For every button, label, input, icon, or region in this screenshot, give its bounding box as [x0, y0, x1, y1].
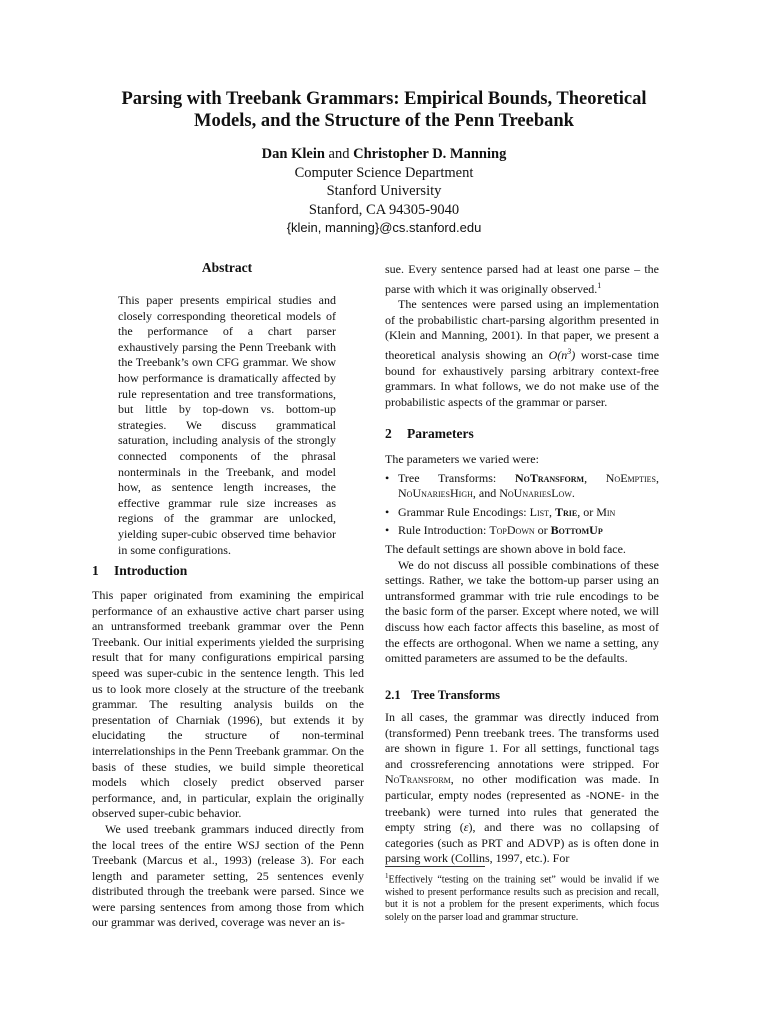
- author-dept: Computer Science Department: [294, 164, 474, 181]
- parser-text-b: worst-case time bound for exhaustively parsing arbitrary context-free grammars. In what follows, we do not make use of the probabilistic aspects of the grammar or parser.: [385, 347, 660, 409]
- right-top-body: [385, 262, 659, 410]
- section-2-number: 2: [385, 426, 392, 441]
- intro-body: [92, 588, 364, 931]
- abstract-text: This paper presents empirical studies and closely corresponding theoretical models of the performance of a chart parser exhaustively parsing the Penn Treebank with the Treebank’s own CFG grammar. We show how performance is dramatically affected by rule representation and tree transformations, but little by top-down vs. bottom-up strategies. We discuss grammatical saturation, including analysis of the strongly connected components of the phrasal nonterminals in the Treebank, and model how, as sentence length increases, the effective grammar rule size increases as regions of the grammar are unlocked, yielding super-cubic observed time behavior in some configurations.: [118, 293, 336, 557]
- author-address: Stanford, CA 94305-9040: [308, 201, 460, 218]
- params-paragraph: We do not discuss all possible combinations of these settings. Rather, we take the bottom-up parser using an untransformed grammar with trie rule encodings to be the basic form of the parser. Except where noted, we will discuss how each factor affects this baseline, as most of the effects are orthogonal. When we name a setting, any omitted parameters are assumed to be the defaults.: [385, 557, 659, 666]
- footnote-marker: 1: [597, 280, 602, 290]
- section-1-heading: [92, 563, 187, 579]
- params-body: [385, 452, 659, 667]
- footnote-1-text: Effectively “testing on the training set” would be invalid if we wished to present performance results such as precision and recall, but it is not a problem for the present experiments, which focus solely on the parser load and grammar structure.: [385, 874, 659, 923]
- title-line-2: Models, and the Structure of the Penn Treebank: [194, 111, 574, 131]
- big-o: $O(n^3)$: [548, 346, 576, 362]
- author-names: [100, 145, 668, 164]
- param-rule-encodings: • Grammar Rule Encodings: List, Trie, or Min: [385, 504, 616, 519]
- paper-title: [100, 88, 668, 132]
- param-tree-transforms: • Tree Transforms: NoTransform, NoEmpties, NoUnariesHigh, and NoUnariesLow.: [385, 470, 659, 501]
- parser-text-a: The sentences were parsed using an implementation of the probabilistic chart-parsing algorithm presented in (Klein and Manning, 2001). In that paper, we present a theoretical analysis showing an: [385, 297, 659, 362]
- author-univ: Stanford University: [326, 183, 442, 199]
- footnote-1: [385, 870, 659, 924]
- footnote-1-mark: 1: [385, 872, 389, 880]
- params-list: [385, 471, 659, 539]
- continued-text: sue. Every sentence parsed had at least one parse – the parse with which it was originally observed.: [385, 262, 659, 296]
- tree-transforms-body: [385, 710, 659, 867]
- subsection-2-1-title: Tree Transforms: [411, 688, 500, 702]
- author-and: and: [328, 146, 350, 162]
- section-1-number: 1: [92, 563, 99, 578]
- author-block: [100, 145, 668, 238]
- author-2: Christopher D. Manning: [353, 146, 507, 162]
- author-1: Dan Klein: [261, 146, 325, 162]
- section-2-heading: [385, 426, 474, 442]
- section-1-title: Introduction: [114, 563, 188, 578]
- footnote-rule: [385, 866, 485, 867]
- abstract-heading: Abstract: [201, 260, 253, 275]
- tree-transforms-paragraph: In all cases, the grammar was directly induced from (transformed) Penn treebank trees. The transforms used are shown in figure 1. For all settings, functional tags and crossreferencing annotations were stripped. For NoTransform, no other modification was made. In particular, empty nodes (represented as -NONE- in the treebank) were turned into rules that generated the empty string (ε), and there was no collapsing of categories (such as PRT and ADVP) as is often done in parsing work (Collins, 1997, etc.). For: [385, 710, 660, 866]
- title-line-1: Parsing with Treebank Grammars: Empirical Bounds, Theoretical: [121, 89, 647, 109]
- author-email: {klein, manning}@cs.stanford.edu: [286, 220, 482, 235]
- parser-paragraph: [385, 297, 659, 410]
- params-default-note: The default settings are shown above in bold face.: [385, 541, 626, 556]
- intro-paragraph-2: We used treebank grammars induced directly from the local trees of the entire WSJ section of the Penn Treebank (Marcus et al., 1993) (release 3). For each length and parameter setting, 25 sentences evenly distributed through the treebank were parsed. Since we were parsing sentences from among those from which our grammar was derived, coverage was never an is-: [92, 821, 364, 930]
- continued-paragraph: [385, 262, 659, 297]
- subsection-2-1-heading: [385, 688, 500, 704]
- subsection-2-1-number: 2.1: [385, 688, 401, 702]
- param-rule-introduction: • Rule Introduction: TopDown or BottomUp: [385, 523, 603, 538]
- intro-paragraph-1: This paper originated from examining the empirical performance of an exhaustive active chart parser using an untransformed treebank grammar over the Penn Treebank. Our initial experiments yielded the surprising result that for many configurations empirical parsing speed was super-cubic in the sentence length. This led us to look more closely at the structure of the treebank grammar. The resulting analysis builds on the presentation of Charniak (1996), but extends it by elucidating the structure of non-terminal interrelationships in the Penn Treebank grammar. On the basis of these studies, we build simple theoretical models which closely predict observed parser performance, and, in particular, explain the originally observed super-cubic behavior.: [92, 588, 364, 821]
- section-2-title: Parameters: [407, 426, 474, 441]
- params-lead: The parameters we varied were:: [385, 452, 539, 466]
